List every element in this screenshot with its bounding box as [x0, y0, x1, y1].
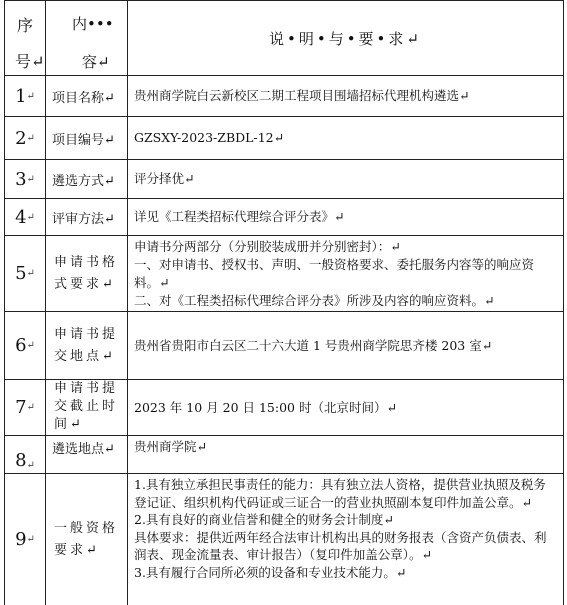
row-2-desc	[128, 117, 564, 160]
row-4-num-text: 4	[15, 206, 27, 228]
row-7-desc	[128, 380, 564, 436]
row-4-name	[46, 199, 128, 236]
row-7-num-text: 7	[15, 397, 27, 418]
row-1-num: 1 ↵	[4, 76, 46, 117]
row-5-desc-line1: 申请书分两部分（分别胶装成册并分别密封）：↵	[134, 239, 401, 254]
row-4-name-text: 评审方法↵	[52, 211, 115, 227]
row-1-num-text: 1	[15, 85, 27, 107]
row-5-desc	[128, 236, 564, 312]
row-1-name	[46, 76, 128, 117]
row-6-desc-text: 贵州省贵阳市白云区二十六大道 1 号贵州商学院思齐楼 203 室↵	[134, 337, 493, 353]
row-3-desc-text: 评分择优↵	[134, 171, 195, 186]
row-5-name	[46, 236, 128, 312]
header-content-line2: 容↵	[82, 53, 110, 71]
requirements-table	[4, 0, 564, 605]
row-2-num: 2 ↵	[4, 117, 46, 160]
row-6-num: 6 ↵	[4, 312, 46, 380]
row-4-desc	[128, 199, 564, 236]
row-6-name-line1: 申请书提	[54, 327, 119, 342]
row-2-name	[46, 117, 128, 160]
row-7-name-line3: 间↵	[54, 417, 84, 432]
row-2-name-text: 项目编号↵	[52, 132, 115, 148]
row-8-num: 8 ↵	[4, 436, 46, 474]
row-7-num: 7 ↵	[4, 380, 46, 436]
row-1-desc	[128, 76, 564, 117]
row-2-desc-text: GZSXY-2023-ZBDL-12↵	[134, 130, 285, 145]
row-7-name	[46, 380, 128, 436]
row-8-name-text: 遴选地点↵	[52, 442, 115, 457]
row-4-desc-text: 详见《工程类招标代理综合评分表》↵	[134, 209, 345, 224]
row-9-desc-line2: 2.具有良好的商业信誉和健全的财务会计制度↵	[134, 512, 394, 527]
row-9-name-line2: 要求↵	[54, 543, 100, 558]
row-9-desc	[128, 474, 564, 605]
row-5-name-line1: 申请书格	[54, 255, 119, 270]
row-6-desc	[128, 312, 564, 380]
row-7-name-line1: 申请书提	[54, 381, 119, 396]
row-3-desc	[128, 160, 564, 199]
header-desc-label: 说•明•与•要•求↵	[269, 29, 422, 48]
row-7-desc-text: 2023 年 10 月 20 日 15:00 时（北京时间）↵	[134, 399, 397, 415]
row-9-name	[46, 474, 128, 605]
row-5-desc-line2: 一、对申请书、授权书、声明、一般资格要求、委托服务内容等的响应资料。↵	[134, 257, 535, 290]
row-5-name-line2: 式要求↵	[54, 277, 116, 292]
row-9-desc-line4: 3.具有履行合同所必须的设备和专业技术能力。↵	[134, 564, 407, 580]
header-seq-line2: 号↵	[15, 52, 45, 71]
header-content-line1: 内•••	[72, 15, 114, 33]
row-4-num: 4 ↵	[4, 199, 46, 236]
header-desc-cell	[128, 0, 564, 76]
row-2-num-text: 2	[15, 127, 27, 149]
header-content-cell	[46, 0, 128, 76]
row-3-num: 3 ↵	[4, 160, 46, 199]
row-6-num-text: 6	[15, 335, 27, 356]
row-9-num-text: 9	[15, 529, 27, 550]
row-3-num-text: 3	[15, 168, 27, 190]
row-9-desc-line1: 1.具有独立承担民事责任的能力：具有独立法人资格，提供营业执照及税务登记证、组织机构代码证或三证合一的营业执照副本复印件加盖公章。↵	[134, 477, 546, 510]
row-8-num-text: 8	[15, 450, 27, 471]
row-1-desc-text: 贵州商学院白云新校区二期工程项目围墙招标代理机构遴选↵	[134, 88, 470, 103]
header-seq-line1: 序	[17, 16, 34, 35]
row-5-num-text: 5	[15, 263, 27, 284]
row-3-name-text: 遴选方式↵	[52, 173, 115, 189]
row-8-desc	[128, 436, 564, 474]
row-9-desc-line3: 具体要求：提供近两年经合法审计机构出具的财务报表（含资产负债表、利润表、现金流量表、审计报告）（复印件加盖公章）。↵	[134, 529, 547, 562]
row-8-name	[46, 436, 128, 474]
row-3-name	[46, 160, 128, 199]
row-6-name-line2: 交地点↵	[54, 349, 116, 364]
row-5-desc-line3: 二、对《工程类招标代理综合评分表》所涉及内容的响应资料。↵	[134, 293, 495, 308]
row-9-num: 9 ↵	[4, 474, 46, 605]
row-5-num: 5 ↵	[4, 236, 46, 312]
row-9-name-line1: 一般资格	[54, 521, 119, 536]
header-seq-cell	[4, 0, 46, 76]
row-6-name	[46, 312, 128, 380]
row-1-name-text: 项目名称↵	[52, 90, 115, 106]
row-8-desc-text: 贵州商学院↵	[134, 439, 207, 454]
row-7-name-line2: 交截止时	[54, 399, 119, 414]
